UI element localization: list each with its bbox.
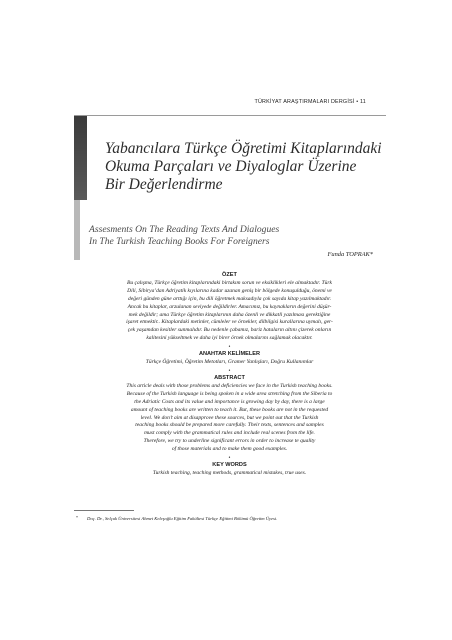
abstract-line: level. We don’t aim at disapprove these sources, but we point out that the Turkish <box>140 414 319 421</box>
article-subtitle <box>89 224 359 248</box>
article-body <box>87 272 372 478</box>
abstract-line: amount of teaching books are written to teach it. But, these books are not in the requested <box>130 406 329 413</box>
ozet-line: kalitesini yükseltmek ve daha iyi birer örnek olmalarını sağlamak olacaktır. <box>146 335 313 342</box>
abstract-heading: ABSTRACT <box>214 374 245 381</box>
article-title <box>105 140 382 194</box>
abstract-line: of those materials and to make them good examples. <box>171 446 288 453</box>
anahtar-heading: ANAHTAR KELİMELER <box>198 351 261 358</box>
abstract-text <box>87 383 372 454</box>
title-line: Okuma Parçaları ve Diyaloglar Üzerine <box>105 158 357 175</box>
title-line: Bir Değerlendirme <box>105 176 223 193</box>
bullet-separator: • <box>228 455 231 462</box>
keywords-text: Turkish teaching, teaching methods, grammatical mistakes, true uses. <box>152 469 307 476</box>
footnote-rule <box>74 510 134 511</box>
ozet-line: işaret etmektir.. Kitaplardaki metinler, cümleler ve örnekler, dilbilgisi kurallarına uymalı, ger- <box>126 319 333 326</box>
title-accent-block <box>74 116 87 200</box>
ozet-text <box>87 280 372 343</box>
ozet-line: değeri günden güne arttığı için, bu dili öğretmek maksadıyla çok sayıda kitap yazılmaktadır. <box>128 295 331 302</box>
page-header-rule <box>74 115 386 116</box>
ozet-line: çek yaşamdan kesitler sunmalıdır. Bu nedenle çabamız, bariz hataların altını çizerek onların <box>127 327 332 334</box>
subtitle-line: Assesments On The Reading Texts And Dialogues <box>89 224 280 235</box>
abstract-line: This article deals with those problems and deficiencies we face in the Turkish teaching books. <box>126 382 333 389</box>
footnote: Doç. Dr., Selçuk Üniversitesi Ahmet Keleşoğlu Eğitim Fakültesi Türkçe Eğitimi Bölümü Öğretim Üyesi. <box>87 516 278 521</box>
ozet-line: mek değildir; ama Türkçe öğretim kitaplarının daha özenli ve dikkatli yazılması gerektiğine <box>128 311 331 318</box>
bullet-separator: • <box>228 367 231 374</box>
abstract-line: Because of the Turkish language is being spoken in a wide area stretching from the Siberia to <box>126 390 333 397</box>
ozet-heading: ÖZET <box>222 272 237 278</box>
abstract-line: the Adriatic Costs and its value and importance is growing day by day, there is a large <box>134 398 325 405</box>
ozet-line: Ancak bu kitaplar, arzulanan seviyede değildirler. Amacımız, bu kaynakların değerini düşür- <box>127 303 332 310</box>
abstract-line: Therefore, we try to underline significant errors in order to increase te quality <box>143 438 316 445</box>
author-name: Funda TOPRAK* <box>327 251 373 258</box>
footnote-mark: * <box>76 515 78 520</box>
title-line: Yabancılara Türkçe Öğretimi Kitaplarındaki <box>105 140 382 157</box>
bullet-separator: • <box>228 344 231 351</box>
subtitle-line: In The Turkish Teaching Books For Foreigners <box>89 236 270 247</box>
abstract-line: must comply with the grammatical rules and include real scenes from the life. <box>144 430 315 437</box>
ozet-line: Dili, Sibirya’dan Adriyatik kıyılarına kadar uzanan geniş bir bölgede konuşulduğu, önemi ve <box>127 287 332 294</box>
abstract-line: teaching books should be prepared more carefully. Their texts, sentences and samples <box>135 422 324 429</box>
journal-header: TÜRKİYAT ARAŞTIRMALARI DERGİSİ • 11 <box>254 99 366 105</box>
ozet-line: Bu çalışma, Türkçe öğretim kitaplarındaki birtakım sorun ve eksiklikleri ele almaktadır. Türk <box>127 279 332 286</box>
subtitle-accent-block <box>74 200 80 260</box>
keywords-heading: KEY WORDS <box>212 462 247 469</box>
anahtar-text: Türkçe Öğretimi, Öğretim Metotları, Gramer Yanlışları, Doğru Kullanımlar <box>145 359 314 366</box>
